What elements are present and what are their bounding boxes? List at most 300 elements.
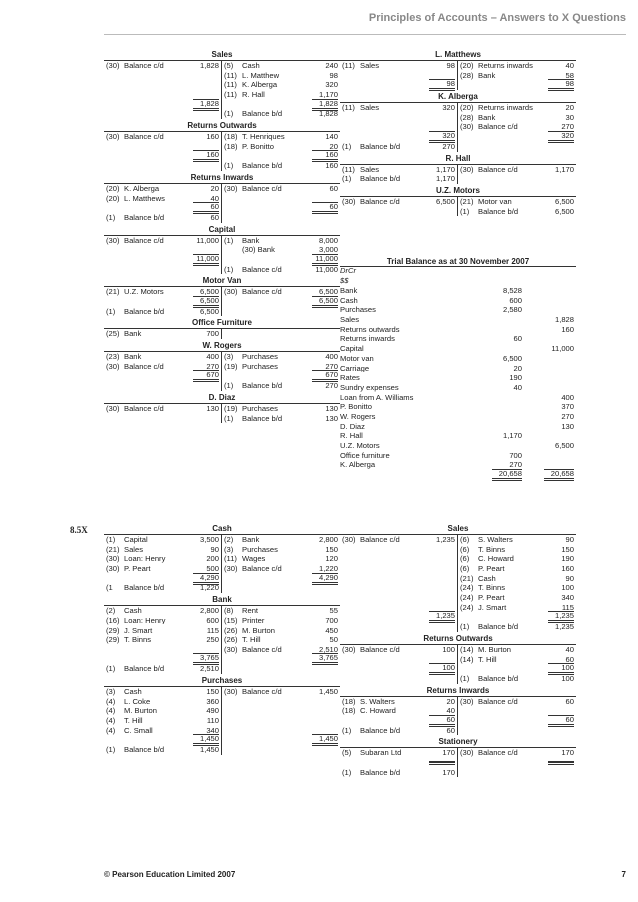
total-amount: 1,828 (312, 99, 338, 111)
account-body (104, 403, 340, 423)
entry-row (460, 165, 574, 175)
entry-date: (1) (342, 141, 352, 151)
entry-particulars: P. Peart (478, 565, 505, 573)
account-body (340, 534, 576, 632)
entry-amount: 190 (561, 554, 574, 564)
entry-row (106, 664, 219, 674)
entry-amount (419, 79, 455, 91)
entry-date: (4) (106, 725, 116, 735)
total-row (460, 758, 574, 768)
trial-balance-row (340, 402, 576, 412)
entry-amount: 700 (325, 615, 338, 625)
total-amount: 98 (548, 79, 574, 91)
entry-amount (183, 370, 219, 382)
debit-amount: 600 (509, 295, 522, 305)
total-row (460, 132, 574, 142)
entry-row (342, 768, 455, 778)
total-credit (526, 469, 576, 481)
entry-particulars: Returns inwards (478, 104, 533, 112)
entry-row (224, 236, 338, 246)
trial-balance (340, 256, 576, 480)
credit-amount: 130 (561, 421, 574, 431)
credit-amount: 11,000 (551, 344, 574, 354)
entry-date: (4) (106, 716, 116, 726)
trial-balance-total (340, 470, 576, 480)
entry-amount: 55 (329, 606, 338, 616)
debit-side (340, 697, 458, 736)
entry-amount: 40 (565, 61, 574, 71)
entry-row (224, 381, 338, 391)
total-amount: 4,290 (193, 573, 219, 585)
entry-amount: 6,500 (318, 287, 338, 297)
entry-date: (21) (460, 196, 474, 206)
entry-particulars: J. Smart (478, 603, 507, 612)
entry-row (106, 109, 219, 119)
entry-row (224, 706, 338, 716)
total-row (106, 297, 219, 307)
entry-date: (1) (224, 161, 234, 171)
entry-date: (30) (460, 748, 474, 758)
entry-row (106, 697, 219, 707)
entry-amount: 60 (565, 654, 574, 664)
total-row (224, 372, 338, 382)
ledger-account-capital (104, 225, 340, 275)
account-body (104, 686, 340, 755)
entry-particulars: Balance b/d (242, 162, 283, 170)
entry-particulars: Balance b/d (360, 726, 401, 735)
credit-side (222, 287, 340, 316)
debit-side (340, 103, 458, 151)
entry-amount: 40 (210, 193, 219, 203)
entry-particulars: Balance c/d (124, 236, 164, 245)
entry-particulars: Balance b/d (242, 110, 283, 119)
debit-side (104, 687, 222, 755)
account-name: Returns inwards (340, 335, 395, 344)
entry-particulars: L. Matthew (242, 71, 280, 80)
entry-particulars: Balance c/d (360, 197, 400, 206)
debit-amount: 1,170 (502, 431, 522, 441)
entry-date: (4) (106, 706, 116, 716)
entry-date: (1) (460, 673, 470, 683)
trial-balance-head (340, 267, 576, 277)
entry-particulars: Motor van (478, 197, 512, 206)
entry-date: (30) (106, 235, 120, 245)
total-amount: 98 (429, 79, 455, 91)
entry-date: (25) (106, 329, 120, 339)
entry-date: (1) (342, 767, 352, 777)
entry-date: (6) (460, 544, 470, 554)
entry-row (460, 545, 574, 555)
entry-row (224, 329, 338, 339)
total-amount: 60 (312, 202, 338, 214)
entry-particulars: T. Binns (478, 584, 506, 593)
entry-particulars: Loan: Henry (124, 555, 166, 564)
total-amount: 1,235 (548, 611, 574, 623)
entry-particulars: Sales (124, 545, 143, 554)
entry-date: (30) (106, 564, 120, 574)
trial-balance-row (340, 412, 576, 422)
cr-label: Cr (348, 266, 357, 275)
entry-row (342, 674, 455, 684)
entry-date: (1) (106, 745, 116, 755)
debit-side (340, 645, 458, 684)
entry-date: (30) (106, 361, 120, 371)
account-body (104, 235, 340, 275)
entry-row (224, 745, 338, 755)
credit-side (222, 236, 340, 275)
entry-row (106, 61, 219, 71)
entry-particulars: Balance c/d (478, 749, 518, 758)
total-row (342, 132, 455, 142)
entry-date: (18) (342, 706, 356, 716)
credit-side (458, 697, 576, 736)
question-number: 8.5X (70, 525, 88, 535)
entry-amount: 8,000 (318, 235, 338, 245)
account-title: R. Hall (445, 153, 471, 163)
debit-amount: 700 (509, 450, 522, 460)
entry-row (106, 687, 219, 697)
debit-side (104, 535, 222, 593)
entry-amount: 2,800 (318, 535, 338, 545)
entry-particulars: T. Henriques (242, 133, 285, 141)
entry-particulars: Sales (360, 104, 379, 112)
entry-row (106, 132, 219, 142)
account-body (104, 328, 340, 339)
entry-row (106, 635, 219, 645)
account-title: W. Rogers (202, 341, 242, 351)
total-amount: 320 (429, 131, 455, 143)
entry-date: (21) (106, 287, 120, 297)
entry-particulars: Bank (242, 236, 260, 245)
entry-date: (1) (460, 622, 470, 632)
account-name: Loan from A. Williams (340, 393, 414, 402)
entry-particulars: P. Peart (124, 565, 151, 573)
trial-balance-row (340, 334, 576, 344)
debit-amount: 270 (509, 460, 522, 470)
entry-particulars: Balance b/d (124, 213, 165, 222)
ledger-account-motor-van (104, 276, 340, 316)
entry-date: (1) (342, 174, 352, 184)
total-row (106, 655, 219, 665)
trial-balance-currency (340, 277, 576, 287)
entry-row (342, 174, 455, 184)
credit-side (222, 352, 340, 391)
entry-row (106, 554, 219, 564)
entry-particulars: Cash (124, 687, 142, 696)
credit-side (458, 748, 576, 777)
total-row (224, 152, 338, 162)
entry-date: (11) (342, 164, 355, 174)
entry-particulars: Sales (360, 62, 379, 70)
entry-row (224, 626, 338, 636)
debit-side (104, 404, 222, 423)
entry-date: (11) (224, 80, 237, 90)
dr-currency: $ (340, 275, 345, 285)
entry-row (106, 307, 219, 317)
account-title: D. Diaz (208, 392, 236, 402)
entry-row (224, 616, 338, 626)
entry-row (224, 606, 338, 616)
account-title: Motor Van (202, 276, 242, 286)
debit-amount: 60 (513, 334, 522, 344)
entry-date: (1) (224, 381, 234, 391)
account-body (104, 351, 340, 391)
entry-particulars: P. Peart (478, 594, 505, 602)
account-body (104, 183, 340, 223)
account-title: Purchases (201, 675, 243, 685)
total-row (224, 100, 338, 110)
entry-amount: 58 (565, 70, 574, 80)
trial-balance-row (340, 315, 576, 325)
entry-amount (302, 734, 338, 746)
entry-amount: 130 (325, 413, 338, 423)
entry-row (224, 716, 338, 726)
entry-particulars: Balance c/d (124, 404, 164, 413)
entry-row (342, 564, 455, 574)
entry-amount: 98 (329, 70, 338, 80)
entry-particulars: Balance c/d (124, 362, 164, 371)
ledger-account-returns-outwards-2 (340, 634, 576, 684)
credit-side (222, 184, 340, 223)
total-row (106, 574, 219, 584)
entry-row (460, 174, 574, 184)
debit-amount: 8,528 (502, 286, 522, 296)
entry-amount: 340 (561, 593, 574, 603)
trial-balance-title: Trial Balance as at 30 November 2007 (340, 256, 576, 267)
entry-row (460, 768, 574, 778)
entry-row (460, 564, 574, 574)
entry-amount: 115 (561, 602, 574, 612)
credit-amount: 370 (561, 402, 574, 412)
entry-date: (30) (106, 403, 120, 413)
entry-amount: 240 (325, 61, 338, 71)
header-rule (104, 34, 626, 35)
entry-row (342, 197, 455, 207)
entry-date: (18) (224, 132, 238, 142)
entry-particulars: Balance b/d (124, 746, 165, 754)
entry-date: (16) (106, 615, 120, 625)
entry-row (460, 674, 574, 684)
account-name: K. Alberga (340, 461, 376, 470)
trial-balance-row (340, 296, 576, 306)
entry-date: (5) (342, 748, 352, 758)
trial-balance-row (340, 325, 576, 335)
entry-particulars: T. Hill (242, 636, 261, 644)
entry-date: (30) (224, 644, 238, 654)
entry-row (460, 574, 574, 584)
credit-amount: 160 (561, 324, 574, 334)
entry-particulars: S. Walters (360, 697, 395, 706)
entry-amount (538, 759, 574, 767)
entry-particulars: J. Smart (124, 626, 153, 635)
ledger-account-r-hall (340, 154, 576, 184)
entry-row (106, 184, 219, 194)
entry-amount: 6,500 (435, 196, 455, 206)
entry-date: (20) (460, 61, 474, 71)
trial-balance-row (340, 441, 576, 451)
entry-date: (1) (224, 413, 234, 423)
entry-date: (24) (460, 593, 474, 603)
entry-amount: 6,500 (199, 287, 219, 297)
entry-amount: 6,500 (199, 306, 219, 316)
entry-amount (183, 99, 219, 111)
ledger-account-returns-inwards (104, 173, 340, 223)
entry-amount (538, 715, 574, 727)
entry-particulars: U.Z. Motors (124, 288, 164, 297)
entry-particulars: Purchases (242, 353, 278, 361)
entry-amount: 130 (325, 403, 338, 413)
entry-particulars: Purchases (242, 362, 278, 371)
total-row (224, 735, 338, 745)
entry-row (224, 213, 338, 223)
entry-date: (28) (460, 112, 474, 122)
entry-particulars: Purchases (242, 404, 278, 413)
entry-row (460, 61, 574, 71)
entry-row (106, 616, 219, 626)
entry-row (224, 687, 338, 697)
credit-side (458, 103, 576, 151)
entry-amount: 1,828 (318, 109, 338, 119)
entry-row (106, 706, 219, 716)
account-name: Motor van (340, 354, 374, 363)
entry-row (342, 207, 455, 217)
entry-date: (3) (224, 352, 234, 362)
entry-particulars: (30) Bank (242, 246, 275, 254)
entry-particulars: Printer (242, 616, 265, 625)
account-name: Rates (340, 374, 360, 382)
entry-amount: 150 (206, 686, 219, 696)
account-name: Cash (340, 296, 358, 305)
entry-row (342, 726, 455, 736)
debit-amount: 20 (513, 363, 522, 373)
entry-amount: 170 (561, 748, 574, 758)
footer-copyright: © Pearson Education Limited 2007 (104, 870, 236, 879)
entry-particulars: K. Alberga (124, 184, 160, 193)
entry-particulars: M. Burton (124, 707, 157, 715)
entry-amount: 160 (206, 132, 219, 142)
debit-side (340, 535, 458, 632)
entry-date: (14) (460, 644, 474, 654)
total-row (106, 255, 219, 265)
entry-amount: 500 (206, 564, 219, 574)
debit-side (104, 352, 222, 391)
trial-balance-row (340, 431, 576, 441)
entry-particulars: P. Bonitto (242, 142, 274, 151)
entry-particulars: Cash (478, 574, 496, 583)
page-number: 7 (621, 870, 626, 879)
entry-date: (6) (460, 535, 470, 545)
entry-date: (30) (342, 196, 356, 206)
entry-row (224, 635, 338, 645)
entry-amount: 400 (325, 352, 338, 362)
entry-particulars: Balance b/d (478, 207, 519, 216)
account-body (340, 164, 576, 184)
credit-amount: 1,828 (554, 315, 574, 325)
total-amount (429, 761, 455, 765)
entry-amount: 1,170 (318, 90, 338, 100)
entry-date: (23) (106, 352, 120, 362)
total-amount: 160 (312, 150, 338, 162)
credit-amount: 270 (561, 411, 574, 421)
entry-row (342, 645, 455, 655)
entry-row (460, 583, 574, 593)
entry-particulars: Balance c/d (478, 697, 518, 706)
ledger-account-returns-inwards-2 (340, 686, 576, 736)
entry-particulars: Capital (124, 536, 148, 544)
credit-side (222, 606, 340, 674)
entry-row (224, 109, 338, 119)
account-name: Sales (340, 316, 359, 324)
entry-amount: 250 (206, 635, 219, 645)
total-row (460, 716, 574, 726)
total-amount: 3,765 (193, 653, 219, 665)
entry-row (460, 748, 574, 758)
total-row (460, 664, 574, 674)
entry-amount: 160 (561, 564, 574, 574)
entry-amount: 50 (329, 635, 338, 645)
entry-date: (6) (460, 554, 470, 564)
total-row (342, 613, 455, 623)
total-amount: 160 (193, 150, 219, 162)
entry-particulars: C. Howard (478, 555, 514, 564)
entry-date: (30) (460, 696, 474, 706)
account-body (104, 286, 340, 316)
entry-date: (6) (460, 564, 470, 574)
total-credit-value: 20,658 (544, 469, 574, 481)
entry-row (224, 184, 338, 194)
ledger-account-k-alberga (340, 92, 576, 151)
entry-date: (21) (106, 544, 120, 554)
ledger-account-bank (104, 595, 340, 674)
total-row (224, 255, 338, 265)
account-name: Purchases (340, 306, 376, 315)
entry-row (224, 307, 338, 317)
entry-date: (26) (224, 635, 238, 645)
entry-amount (419, 663, 455, 675)
column-right-top (340, 50, 576, 218)
total-amount: 6,500 (312, 296, 338, 308)
entry-date: (20) (106, 183, 120, 193)
entry-amount (302, 653, 338, 665)
entry-row (224, 161, 338, 171)
account-name: R. Hall (340, 432, 363, 440)
credit-side (458, 645, 576, 684)
entry-row (342, 748, 455, 758)
credit-side (222, 687, 340, 755)
entry-date: (30) (224, 287, 238, 297)
entry-amount: 320 (325, 80, 338, 90)
entry-amount: 1,220 (199, 583, 219, 593)
entry-row (342, 583, 455, 593)
entry-date: (1) (106, 664, 116, 674)
debit-side (340, 61, 458, 90)
account-body (340, 747, 576, 777)
entry-row (224, 414, 338, 424)
entry-date: (19) (224, 361, 238, 371)
entry-amount: 1,170 (435, 164, 455, 174)
entry-amount (183, 150, 219, 162)
debit-side (340, 197, 458, 216)
ledger-account-cash (104, 524, 340, 593)
entry-amount: 360 (206, 696, 219, 706)
entry-row (460, 113, 574, 123)
account-title: Stationery (438, 737, 478, 747)
entry-amount: 490 (206, 706, 219, 716)
entry-amount: 150 (561, 544, 574, 554)
account-name: Office furniture (340, 451, 390, 460)
entry-row (224, 554, 338, 564)
total-row (342, 80, 455, 90)
